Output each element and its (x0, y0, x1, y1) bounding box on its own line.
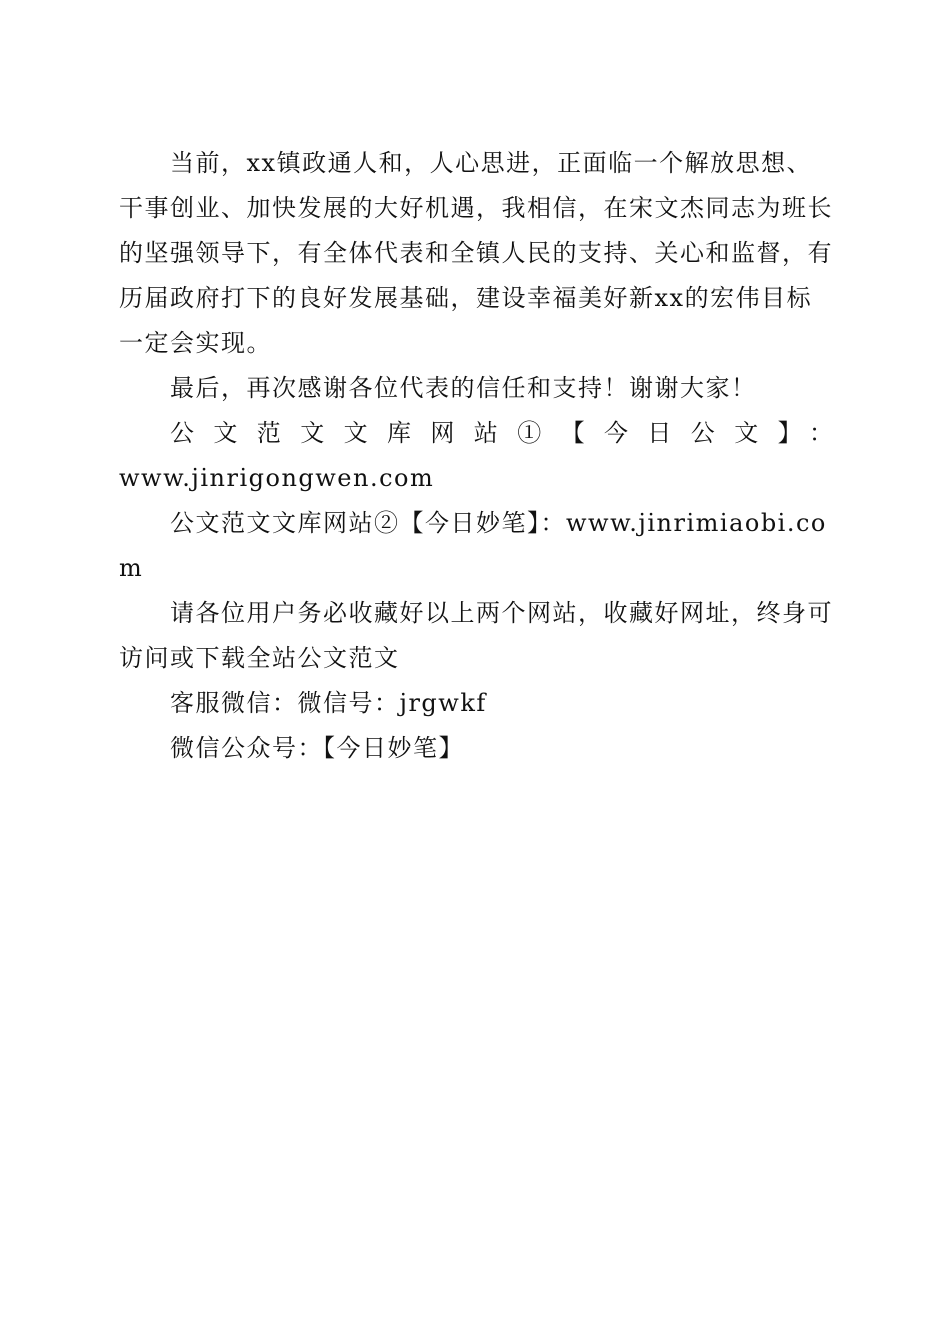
paragraph-notice: 请各位用户务必收藏好以上两个网站，收藏好网址，终身可访问或下载全站公文范文 (119, 599, 833, 672)
site1-label: 公文范文文库网站①【今日公文】： (170, 419, 833, 447)
paragraph-thanks: 最后，再次感谢各位代表的信任和支持！谢谢大家！ (170, 374, 757, 402)
site1-url[interactable]: www.jinrigongwen.com (119, 464, 435, 492)
paragraph-official-account: 微信公众号：【今日妙笔】 (170, 734, 464, 762)
paragraph-site1 (119, 411, 833, 501)
document-body (119, 141, 833, 771)
paragraph-customer-service: 客服微信：微信号：jrgwkf (170, 689, 487, 717)
paragraph-site2: 公文范文文库网站②【今日妙笔】：www.jinrimiaobi.com (119, 509, 827, 582)
paragraph-opportunity: 当前，xx镇政通人和，人心思进，正面临一个解放思想、干事创业、加快发展的大好机遇，我相信，在宋文杰同志为班长的坚强领导下，有全体代表和全镇人民的支持、关心和监督，有历届政府打下的良好发展基础，建设幸福美好新xx的宏伟目标一定会实现。 (119, 149, 833, 357)
